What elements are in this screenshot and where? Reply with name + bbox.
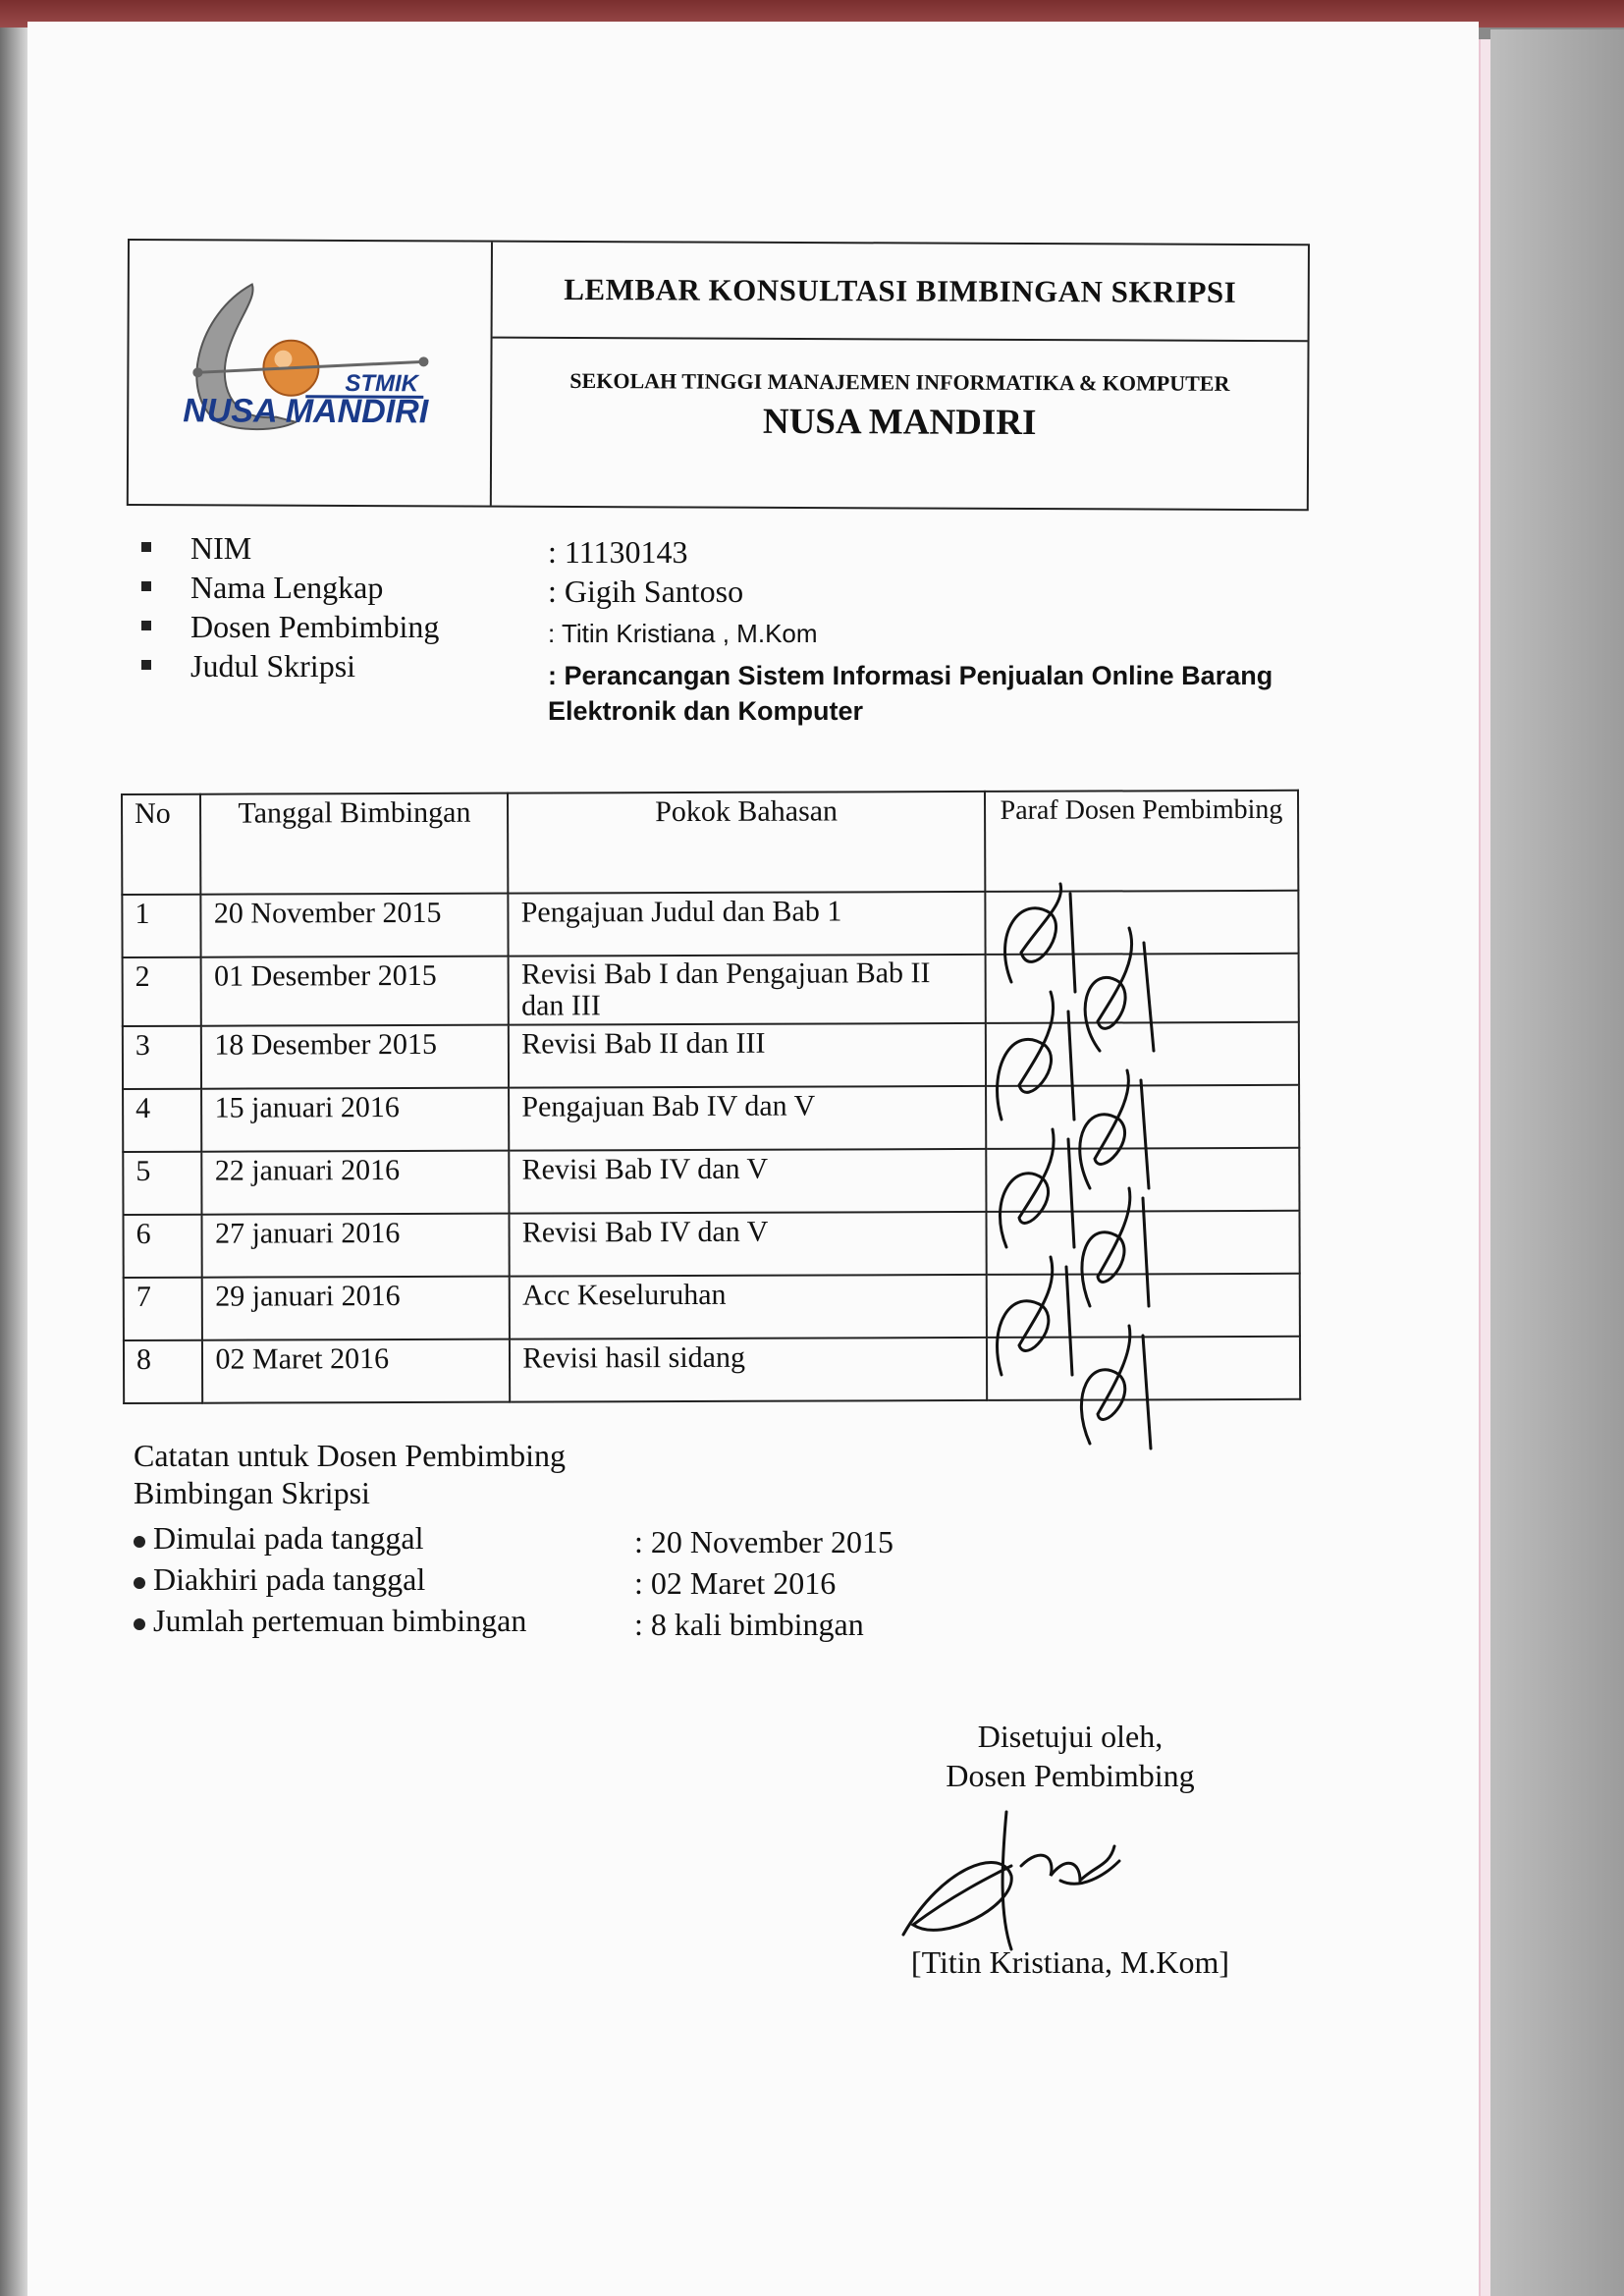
school-name: NUSA MANDIRI [762,401,1037,444]
table-row [123,1148,1299,1215]
row-date: 22 januari 2016 [202,1151,510,1215]
row-topic: Revisi Bab IV dan V [510,1149,987,1214]
row-no: 3 [123,1026,202,1089]
table-row [124,1337,1300,1403]
row-no: 4 [123,1089,202,1152]
row-sign [985,891,1298,955]
notes-item-label: Diakhiri pada tanggal [153,1561,426,1597]
row-date: 29 januari 2016 [202,1277,510,1340]
approval-block [910,1717,1230,1980]
lecturer-signature-icon [884,1807,1159,1954]
row-topic: Revisi hasil sidang [510,1338,987,1402]
info-value: : Gigih Santoso [548,574,744,609]
scan-right-shadow [1490,29,1624,2296]
row-date: 20 November 2015 [201,894,509,957]
row-topic: Acc Keseluruhan [510,1275,987,1339]
square-bullet-icon [141,581,151,591]
square-bullet-icon [141,542,151,552]
signer-name: [Titin Kristiana, M.Kom] [910,1944,1230,1980]
title-cell [492,243,1308,510]
notes-heading: Catatan untuk Dosen Pembimbing [134,1438,566,1473]
table-header-row [122,791,1298,895]
header-no: No [122,794,201,895]
square-bullet-icon [141,621,151,630]
info-label: Nama Lengkap [190,570,384,605]
logo-cell [129,241,493,506]
row-no: 7 [124,1278,203,1340]
notes-item-start [134,1520,423,1557]
table-row [123,954,1299,1026]
row-date: 02 Maret 2016 [202,1339,510,1403]
row-no: 2 [123,957,202,1026]
svg-text:STMIK: STMIK [345,369,419,398]
table-row [122,891,1298,957]
table-row [124,1274,1300,1340]
notes-item-value: : 20 November 2015 [634,1524,893,1559]
school-label: SEKOLAH TINGGI MANAJEMEN INFORMATIKA & KOMPUTER [569,367,1230,396]
row-sign [986,1211,1299,1275]
notes-item-label: Dimulai pada tanggal [153,1520,424,1556]
table-row [123,1022,1299,1089]
row-no: 1 [122,895,201,957]
notes-item-end [134,1561,425,1598]
info-label: Judul Skripsi [190,648,356,683]
header-box [127,239,1310,511]
info-value: : 11130143 [548,534,688,570]
row-topic: Pengajuan Judul dan Bab 1 [509,892,986,957]
row-sign [985,954,1298,1023]
row-topic: Pengajuan Bab IV dan V [509,1086,986,1151]
info-label: Dosen Pembimbing [190,609,440,644]
form-title: LEMBAR KONSULTASI BIMBINGAN SKRIPSI [564,271,1237,309]
row-date: 01 Desember 2015 [201,957,509,1026]
header-topic: Pokok Bahasan [508,792,985,894]
notes-item-value: : 02 Maret 2016 [634,1565,837,1601]
header-date: Tanggal Bimbingan [200,793,508,895]
info-value: : Titin Kristiana , M.Kom [548,619,818,648]
square-bullet-icon [141,660,151,670]
round-bullet-icon [134,1536,145,1548]
scan-left-shadow [0,27,27,2296]
notes-subheading: Bimbingan Skripsi [134,1475,370,1510]
row-sign [986,1148,1299,1212]
table-row [123,1085,1299,1152]
row-sign [987,1337,1300,1400]
notes-item-label: Jumlah pertemuan bimbingan [153,1603,527,1638]
row-date: 27 januari 2016 [202,1214,510,1278]
row-topic: Revisi Bab I dan Pengajuan Bab II dan III [509,955,986,1025]
header-sign: Paraf Dosen Pembimbing [985,791,1299,892]
row-no: 5 [123,1152,202,1215]
table-row [123,1211,1299,1278]
row-topic: Revisi Bab IV dan V [510,1212,987,1277]
notes-item-value: : 8 kali bimbingan [634,1607,864,1642]
info-value: : Perancangan Sistem Informasi Penjualan Online Barang Elektronik dan Komputer [548,661,1273,726]
consultation-table [121,790,1301,1404]
title-row [493,243,1308,343]
row-sign [987,1274,1300,1338]
row-no: 8 [124,1340,203,1403]
svg-text:NUSA MANDIRI: NUSA MANDIRI [183,392,429,431]
row-no: 6 [123,1215,202,1278]
row-topic: Revisi Bab II dan III [509,1023,986,1088]
row-sign [986,1085,1299,1149]
round-bullet-icon [134,1577,145,1589]
row-sign [986,1022,1299,1086]
stmik-logo-icon [158,274,463,471]
approval-line1: Disetujui oleh, [977,1719,1164,1754]
round-bullet-icon [134,1618,145,1630]
notes-item-count [134,1603,526,1639]
row-date: 15 januari 2016 [202,1088,510,1152]
approval-line2: Dosen Pembimbing [946,1758,1195,1793]
row-date: 18 Desember 2015 [201,1025,509,1089]
info-label: NIM [190,530,252,566]
